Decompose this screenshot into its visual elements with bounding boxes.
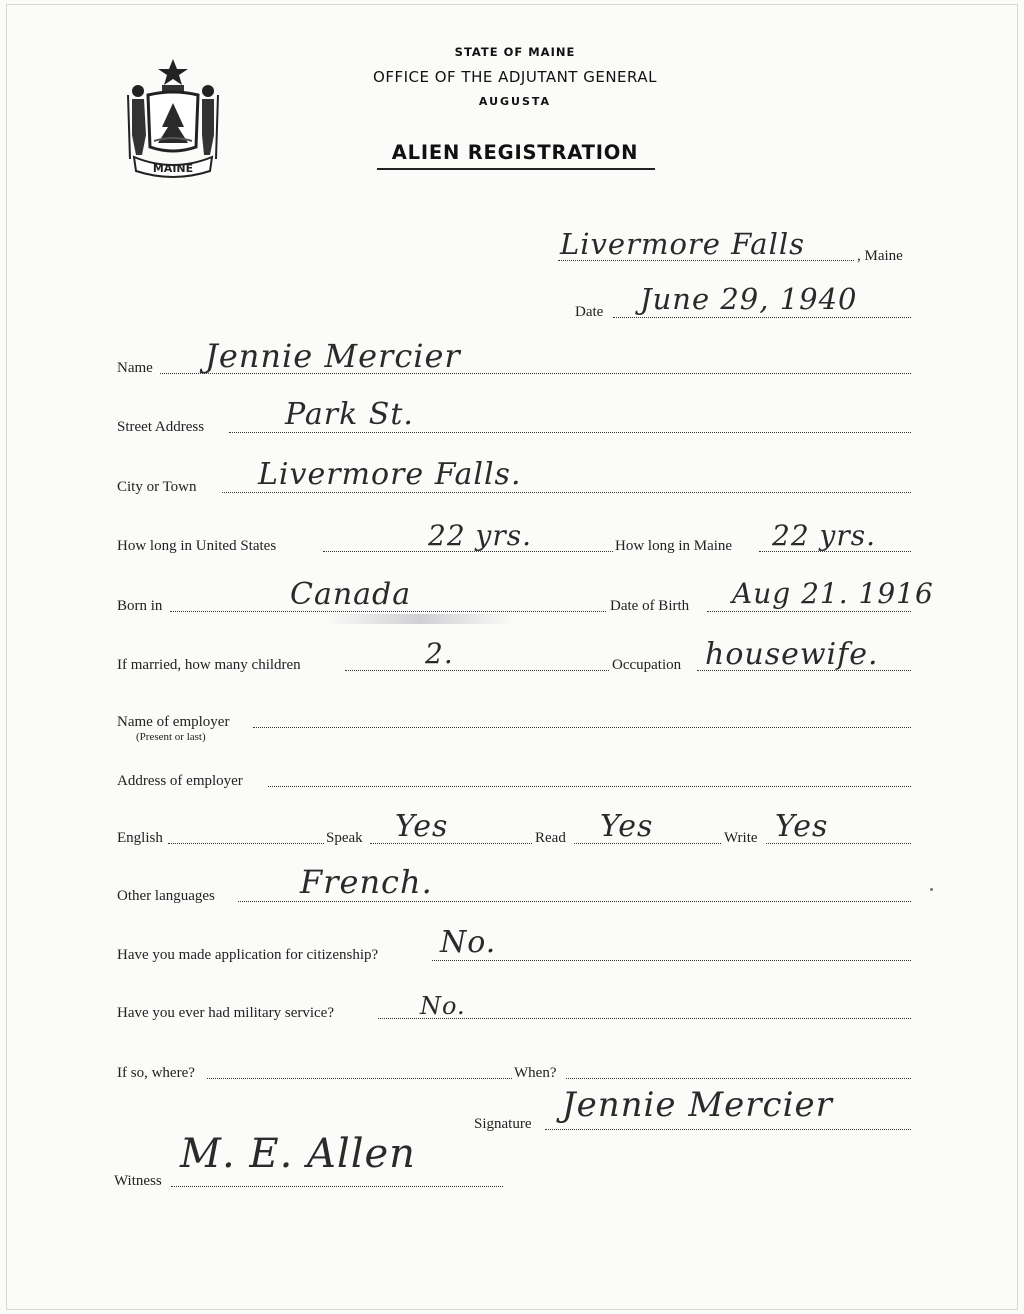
write-label: Write [724, 830, 758, 846]
years-maine-value: 22 yrs. [772, 519, 877, 552]
when-line [566, 1078, 911, 1079]
employer-address-line [268, 786, 911, 787]
read-label: Read [535, 830, 566, 846]
page-title: ALIEN REGISTRATION [391, 141, 639, 164]
employer-name-line [253, 727, 911, 728]
years-us-value: 22 yrs. [428, 519, 533, 552]
children-label: If married, how many children [117, 657, 301, 673]
citizenship-label: Have you made application for citizenship? [117, 947, 379, 963]
date-label: Date [575, 304, 604, 320]
years-maine-label: How long in Maine [615, 538, 733, 554]
speak-label: Speak [326, 830, 363, 846]
children-line [345, 670, 609, 671]
write-value: Yes [775, 809, 829, 844]
military-label: Have you ever had military service? [117, 1005, 334, 1021]
place-suffix-label: , Maine [857, 248, 903, 264]
children-value: 2. [425, 637, 454, 670]
witness-line [171, 1186, 503, 1187]
birth-date-line [707, 611, 911, 612]
occupation-label: Occupation [612, 657, 682, 673]
street-line [229, 432, 911, 433]
born-in-label: Born in [117, 598, 163, 614]
city-line [222, 492, 911, 493]
title-underline [377, 168, 655, 170]
other-languages-value: French. [300, 863, 433, 901]
street-label: Street Address [117, 419, 205, 435]
street-value: Park St. [285, 397, 414, 432]
military-value: No. [420, 992, 466, 1020]
where-line [207, 1078, 512, 1079]
seal-banner-text: MAINE [152, 162, 194, 175]
date-value: June 29, 1940 [640, 282, 858, 316]
years-us-label: How long in United States [117, 538, 277, 554]
paper-speck [930, 888, 933, 891]
other-languages-line [238, 901, 911, 902]
employer-name-label: Name of employer [117, 714, 230, 730]
name-value: Jennie Mercier [205, 337, 461, 375]
header-city: AUGUSTA [478, 95, 552, 108]
witness-label: Witness [114, 1173, 162, 1189]
signature-value: Jennie Mercier [562, 1085, 833, 1125]
when-label: When? [514, 1065, 557, 1081]
citizenship-value: No. [440, 925, 497, 960]
name-label: Name [117, 360, 153, 376]
english-line [168, 843, 324, 844]
ink-smudge [325, 614, 515, 624]
other-languages-label: Other languages [117, 888, 215, 904]
signature-label: Signature [474, 1116, 532, 1132]
birth-date-label: Date of Birth [610, 598, 690, 614]
place-value: Livermore Falls [560, 227, 806, 261]
citizenship-line [432, 960, 911, 961]
where-label: If so, where? [117, 1065, 195, 1081]
witness-value: M. E. Allen [180, 1131, 416, 1177]
maine-state-seal-icon [118, 55, 228, 180]
read-value: Yes [600, 809, 654, 844]
city-value: Livermore Falls. [258, 457, 522, 492]
header-state: STATE OF MAINE [454, 45, 576, 59]
date-line [613, 317, 911, 318]
birth-date-value: Aug 21. 1916 [732, 577, 934, 610]
occupation-value: housewife. [705, 637, 879, 672]
speak-value: Yes [395, 809, 449, 844]
born-in-value: Canada [290, 577, 412, 612]
employer-address-label: Address of employer [117, 773, 243, 789]
header-office: OFFICE OF THE ADJUTANT GENERAL [373, 68, 657, 86]
employer-name-sublabel: (Present or last) [136, 731, 206, 743]
city-label: City or Town [117, 479, 197, 495]
signature-line [545, 1129, 911, 1130]
english-label: English [117, 830, 163, 846]
